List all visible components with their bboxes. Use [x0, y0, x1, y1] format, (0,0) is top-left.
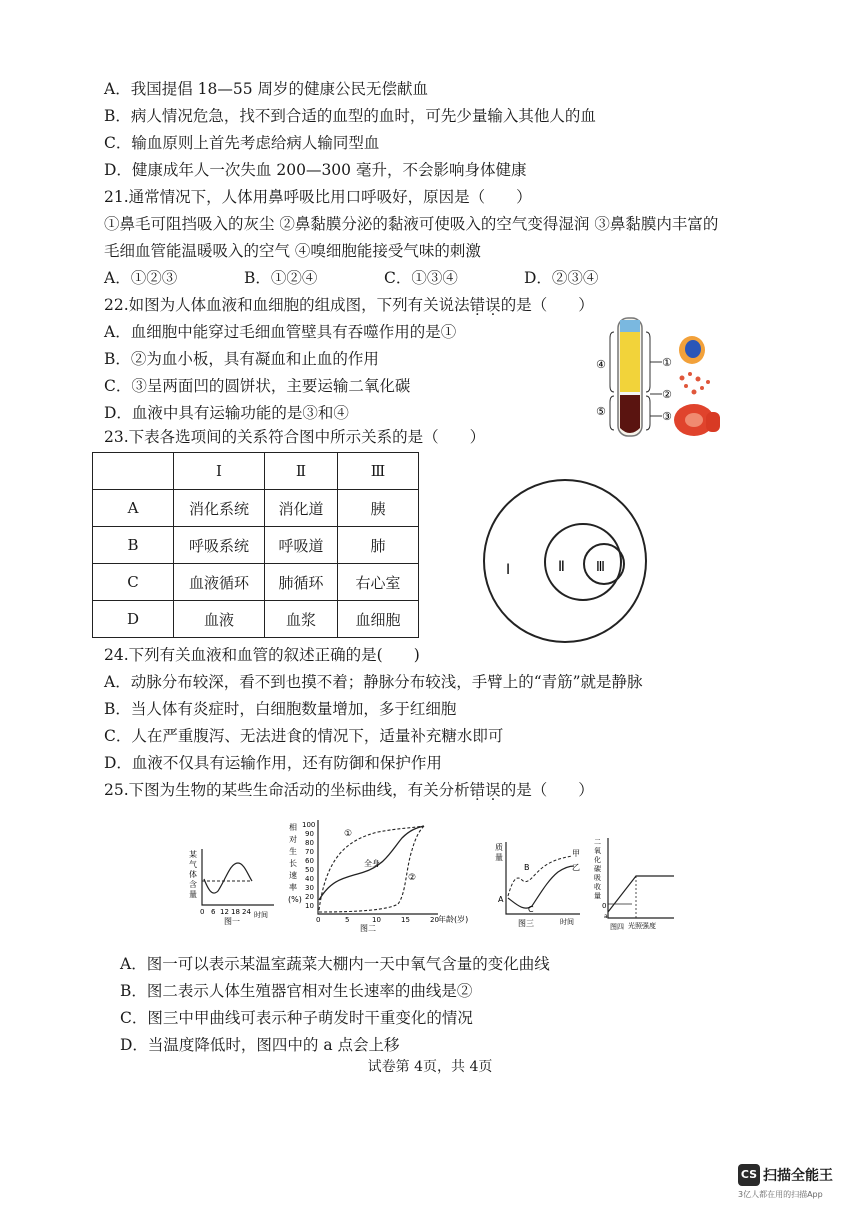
- q23-stem: 23.下表各选项间的关系符合图中所示关系的是（ ）: [104, 428, 486, 446]
- svg-text:6: 6: [211, 908, 216, 916]
- q21-option-c: C．①③④: [384, 269, 458, 287]
- svg-text:70: 70: [305, 848, 314, 856]
- svg-text:0: 0: [316, 916, 321, 924]
- svg-text:0: 0: [200, 908, 205, 916]
- circle-label-1: Ⅰ: [506, 562, 511, 578]
- figure-4: [592, 832, 680, 932]
- co2-curve: [608, 876, 674, 912]
- curve-label-whole-body: 全身: [364, 859, 380, 868]
- svg-text:质: 质: [495, 843, 503, 852]
- svg-text:甲: 甲: [572, 849, 580, 858]
- q22-option-a: A．血细胞中能穿过毛细血管壁具有吞噬作用的是①: [104, 323, 457, 341]
- svg-text:90: 90: [305, 830, 314, 838]
- blood-label-4: ④: [596, 358, 606, 371]
- table-row: Ⅰ Ⅱ Ⅲ: [93, 453, 419, 490]
- q21-option-a: A．①②③: [104, 269, 178, 287]
- svg-text:二: 二: [594, 838, 601, 846]
- svg-text:收: 收: [594, 883, 601, 891]
- svg-text:18: 18: [231, 908, 240, 916]
- svg-text:化: 化: [594, 856, 601, 864]
- svg-text:体: 体: [189, 870, 197, 879]
- svg-text:A: A: [498, 895, 504, 904]
- svg-text:碳: 碳: [594, 865, 601, 873]
- svg-text:30: 30: [305, 884, 314, 892]
- q25-option-b: B．图二表示人体生殖器官相对生长速率的曲线是②: [120, 982, 473, 1000]
- svg-text:时间: 时间: [560, 918, 574, 926]
- svg-text:率: 率: [289, 883, 297, 892]
- svg-text:50: 50: [305, 866, 314, 874]
- q25-stem: 25.下图为生物的某些生命活动的坐标曲线，有关分析错误的是（ ）: [104, 781, 594, 799]
- svg-text:含: 含: [189, 880, 197, 889]
- svg-text:氧: 氧: [594, 847, 601, 855]
- q25-option-c: C．图三中甲曲线可表示种子萌发时干重变化的情况: [120, 1009, 473, 1027]
- nested-circles-diagram: [480, 476, 650, 646]
- svg-text:0: 0: [602, 902, 607, 910]
- blood-label-3: ③: [662, 410, 672, 423]
- svg-text:60: 60: [305, 857, 314, 865]
- q25-option-d: D．当温度降低时，图四中的 a 点会上移: [120, 1036, 400, 1054]
- q24-option-b: B．当人体有炎症时，白细胞数量增加，多于红细胞: [104, 700, 457, 718]
- figure-3: [492, 838, 588, 930]
- curve-label-1: ①: [344, 829, 353, 839]
- q24-option-a: A．动脉分布较深，看不到也摸不着；静脉分布较浅，手臂上的“青筋”就是静脉: [104, 673, 643, 691]
- q20-option-a: A．我国提倡 18—55 周岁的健康公民无偿献血: [104, 80, 428, 98]
- svg-text:吸: 吸: [594, 874, 601, 882]
- q21-options: [104, 267, 664, 289]
- svg-text:量: 量: [594, 892, 601, 900]
- q23-table: [92, 452, 419, 638]
- svg-text:对: 对: [289, 835, 297, 844]
- svg-text:10: 10: [372, 916, 381, 924]
- curve-label-2: ②: [408, 873, 417, 883]
- svg-text:a: a: [604, 913, 608, 920]
- svg-text:量: 量: [495, 853, 503, 862]
- curve-jia: [508, 856, 572, 896]
- blood-label-5: ⑤: [596, 405, 606, 418]
- svg-text:40: 40: [305, 875, 314, 883]
- blood-label-2: ②: [662, 388, 672, 401]
- svg-text:相: 相: [289, 823, 297, 832]
- svg-text:量: 量: [189, 890, 197, 899]
- svg-text:C: C: [528, 905, 534, 914]
- table-row: C 血液循环 肺循环 右心室: [93, 564, 419, 601]
- svg-text:长: 长: [289, 859, 297, 868]
- q20-option-b: B．病人情况危急，找不到合适的血型的血时，可先少量输入其他人的血: [104, 107, 596, 125]
- scanner-watermark: CS 扫描全能王 3亿人都在用的扫描App: [738, 1164, 848, 1200]
- svg-text:乙: 乙: [572, 863, 580, 872]
- svg-text:100: 100: [302, 821, 316, 829]
- svg-text:气: 气: [189, 860, 197, 869]
- svg-text:10: 10: [305, 902, 314, 910]
- figure-3-caption: 图三: [518, 919, 534, 928]
- q21-statement-line-1: ①鼻毛可阻挡吸入的灰尘 ②鼻黏膜分泌的黏液可使吸入的空气变得湿润 ③鼻黏膜内丰富的: [104, 215, 719, 233]
- svg-text:生: 生: [289, 847, 297, 856]
- q25-option-a: A．图一可以表示某温室蔬菜大棚内一天中氧气含量的变化曲线: [120, 955, 550, 973]
- circle-label-2: Ⅱ: [558, 559, 565, 575]
- figure-2: [288, 814, 470, 934]
- q22-option-d: D．血液中具有运输功能的是③和④: [104, 404, 349, 422]
- camscanner-logo-icon: CS: [738, 1164, 760, 1186]
- blood-composition-figure: [590, 316, 730, 446]
- figure-1-caption: 图一: [224, 917, 240, 925]
- q22-stem: 22.如图为人体血液和血细胞的组成图，下列有关说法错误的是（ ）: [104, 296, 594, 314]
- svg-text:15: 15: [401, 916, 410, 924]
- svg-text:12: 12: [220, 908, 229, 916]
- q21-option-b: B．①②④: [244, 269, 318, 287]
- svg-text:某: 某: [189, 850, 197, 859]
- q22-option-b: B．②为血小板，具有凝血和止血的作用: [104, 350, 379, 368]
- svg-text:速: 速: [289, 871, 297, 880]
- q21-option-d: D．②③④: [524, 269, 599, 287]
- page-footer: 试卷第 4页，共 4页: [367, 1059, 493, 1075]
- figure-1: [186, 845, 278, 925]
- svg-text:24: 24: [242, 908, 251, 916]
- circle-label-3: Ⅲ: [596, 560, 605, 575]
- q20-option-c: C．输血原则上首先考虑给病人输同型血: [104, 134, 380, 152]
- svg-text:年龄(岁): 年龄(岁): [438, 915, 469, 924]
- table-row: D 血液 血浆 血细胞: [93, 601, 419, 638]
- q20-option-d: D．健康成年人一次失血 200—300 毫升，不会影响身体健康: [104, 161, 527, 179]
- q21-statement-line-2: 毛细血管能温暖吸入的空气 ④嗅细胞能接受气味的刺激: [104, 242, 481, 260]
- figure-4-caption: 图四: [610, 923, 624, 931]
- q21-stem: 21.通常情况下，人体用鼻呼吸比用口呼吸好，原因是（ ）: [104, 188, 532, 206]
- figure-2-caption: 图二: [360, 924, 376, 933]
- curve-yi: [508, 866, 574, 908]
- svg-text:光照强度: 光照强度: [628, 922, 656, 930]
- svg-text:20: 20: [430, 916, 439, 924]
- svg-text:80: 80: [305, 839, 314, 847]
- q24-stem: 24.下列有关血液和血管的叙述正确的是( ): [104, 646, 420, 664]
- table-row: B 呼吸系统 呼吸道 肺: [93, 527, 419, 564]
- q24-option-c: C．人在严重腹泻、无法进食的情况下，适量补充糖水即可: [104, 727, 504, 745]
- blood-label-1: ①: [662, 356, 672, 369]
- svg-text:5: 5: [345, 916, 350, 924]
- gas-curve: [204, 863, 252, 893]
- svg-text:B: B: [524, 863, 530, 872]
- q24-option-d: D．血液不仅具有运输作用，还有防御和保护作用: [104, 754, 442, 772]
- svg-text:20: 20: [305, 893, 314, 901]
- q22-option-c: C．③呈两面凹的圆饼状，主要运输二氧化碳: [104, 377, 411, 395]
- svg-text:时间: 时间: [254, 911, 268, 919]
- svg-text:(%): (%): [288, 895, 302, 904]
- table-row: A 消化系统 消化道 胰: [93, 490, 419, 527]
